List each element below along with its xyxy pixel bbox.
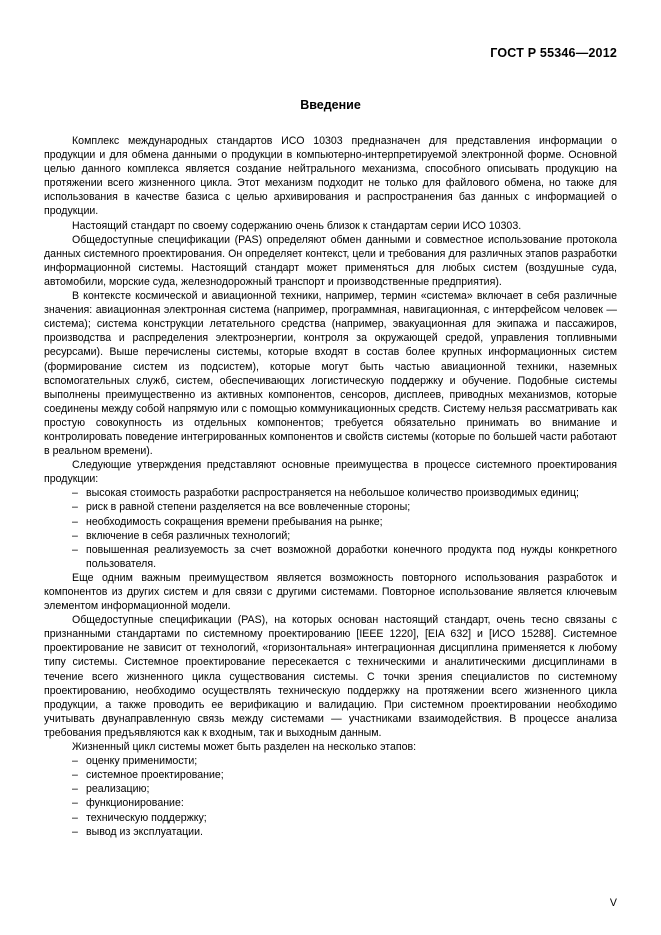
list-item: – необходимость сокращения времени пребывания на рынке; [44,515,617,529]
list-item: – системное проектирование; [44,768,617,782]
list-item: – высокая стоимость разработки распространяется на небольшое количество производимых единиц; [44,486,617,500]
paragraph-intro-4: В контексте космической и авиационной техники, например, термин «система» включает в себя различные значения: авиационная электронная система (например, программная, навигационная, с интерфейсом человек — система); система конструкции летательного средства (например, эвакуационная для экипажа и пассажиров, производства и распределения электроэнергии, контроля за окружающей средой, управления топливными ресурсами). Выше перечислены системы, которые входят в состав более крупных информационных систем (формирование систем из подсистем), которые могут быть частью авиационной техники, наземных вспомогательных служб, систем, обеспечивающих логистическую поддержку и обучение. Подобные системы выполнены преимущественно из активных компонентов, сенсоров, дисплеев, приводных механизмов, которые соединены между собой напрямую или с помощью коммуникационных средств. Систему нельзя рассматривать как простую совокупность из отдельных компонентов; требуется обязательно принимать во внимание и контролировать поведение интегрированных компонентов и свойств системы (которые по большей части работают в реальном времени). [44,290,617,458]
paragraph-pas-standards: Общедоступные спецификации (PAS), на которых основан настоящий стандарт, очень тесно связаны с признанными стандартами по системному проектированию [IEEE 1220], [EIA 632] и [ИСО 15288]. Системное проектирование не зависит от технологий, «горизонтальная» интеграционная дисциплина применяется к любому типу системы. Системное проектирование пересекается с техническими и аналитическими дисциплинами в течение всего жизненного цикла существования системы. С точки зрения специалистов по системному проектированию, необходимо осуществлять техническую поддержку на протяжении всего жизненного цикла продукции, а также проводить ее верификацию и валидацию. При системном проектировании необходимо учитывать двунаправленную связь между системами — участниками взаимодействия. В процессе анализа требования предъявляются как к входным, так и выходным данным. [44,614,617,739]
lifecycle-stages-list [44,754,617,839]
paragraph-intro-2: Настоящий стандарт по своему содержанию очень близок к стандартам серии ИСО 10303. [72,219,522,232]
list-item: – техническую поддержку; [44,811,617,825]
paragraph-reuse: Еще одним важным преимуществом является возможность повторного использования разработок и компонентов из других систем и для связи с другими системами. Повторное использование является ключевым элементом информационной модели. [44,571,617,613]
paragraph-lifecycle-lead: Жизненный цикл системы может быть разделен на несколько этапов: [72,741,417,754]
list-item: – оценку применимости; [44,754,617,768]
paragraph-advantages-lead: Следующие утверждения представляют основные преимущества в процессе системного проектирования продукции: [44,459,617,486]
list-item: – повышенная реализуемость за счет возможной доработки конечного продукта под нужды конкретного пользователя. [44,543,617,571]
list-item: – вывод из эксплуатации. [44,825,617,839]
advantages-list [44,486,617,571]
standard-reference-header: ГОСТ Р 55346—2012 [490,46,617,60]
list-item: – реализацию; [44,782,617,796]
paragraph-intro-3: Общедоступные спецификации (PAS) определяют обмен данными и совместное использование протокола данных системного проектирования. Он определяет контекст, цели и требования для различных этапов разработки информационной системы. Настоящий стандарт может применяться для любых систем (воздушные суда, автомобили, морские суда, железнодорожный транспорт и производственные предприятия). [44,233,617,288]
list-item: – функционирование: [44,796,617,810]
paragraph-intro-1: Комплекс международных стандартов ИСО 10303 предназначен для представления информации о продукции и для обмена данными о продукции в компьютерно-интерпретируемой электронной форме. Основной целью данного комплекса является создание нейтрального механизма, способного описывать продукцию на протяжении всего жизненного цикла. Этот механизм подходит не только для файлового обмена, но также для использования в качестве базиса с целью архивирования и распространения баз данных с информацией о продукции. [44,135,617,218]
page-number: V [609,897,617,909]
list-item: – включение в себя различных технологий; [44,529,617,543]
page-title: Введение [300,98,361,112]
list-item: – риск в равной степени разделяется на все вовлеченные стороны; [44,500,617,514]
